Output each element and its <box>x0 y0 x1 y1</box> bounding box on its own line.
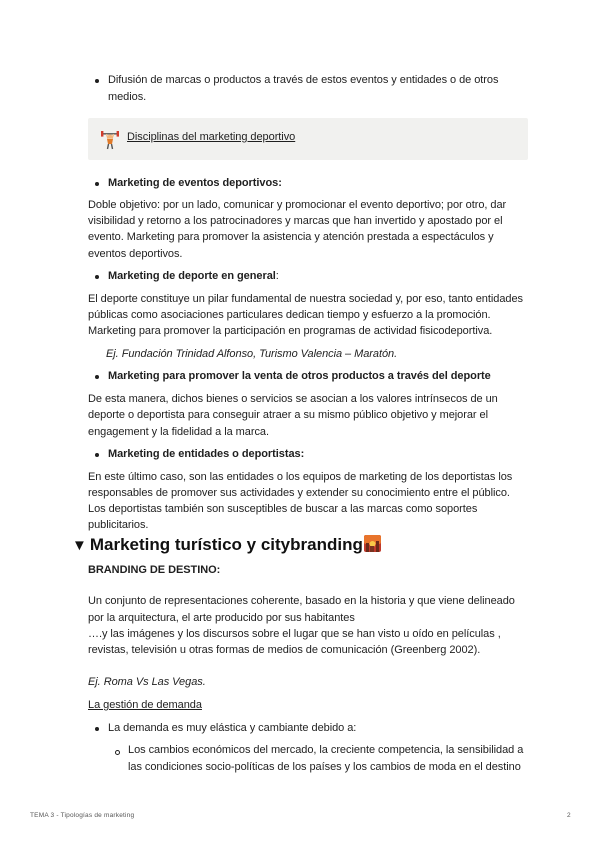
toggle-arrow-icon[interactable]: ▼ <box>72 537 87 554</box>
sunset-city-icon <box>364 535 381 552</box>
intro-bullet-line1: Difusión de marcas o productos a través de estos eventos y entidades o de otros <box>108 74 499 86</box>
branding-subheading <box>88 562 220 578</box>
toggle-heading-title: Marketing turístico y citybranding <box>89 535 363 554</box>
page-number: 2 <box>567 812 571 819</box>
section2-example: Ej. Fundación Trinidad Alfonso, Turismo Valencia – Maratón. <box>106 348 398 360</box>
section4-heading-text: Marketing de entidades o deportistas: <box>108 448 305 460</box>
sub-bullet-circle <box>115 750 120 755</box>
sub-bullet-line1: Los cambios económicos del mercado, la creciente competencia, la sensibilidad a <box>128 744 524 756</box>
section1-heading <box>108 175 282 191</box>
branding-subheading-text: BRANDING DE DESTINO: <box>88 564 221 576</box>
section1-line: eventos deportivos. <box>88 248 183 260</box>
branding-example: Ej. Roma Vs Las Vegas. <box>88 676 206 688</box>
footer-left: TEMA 3 - Tipologías de marketing <box>30 812 135 819</box>
branding-line: ….y las imágenes y los discursos sobre el lugar que se han visto u oído en películas , <box>88 628 501 640</box>
section4-heading <box>108 446 304 462</box>
section4-line: publicitarios. <box>88 519 149 531</box>
bullet-dot <box>95 79 99 83</box>
section3-heading <box>108 368 491 384</box>
bullet-dot <box>95 375 99 379</box>
weightlifter-icon <box>101 130 119 150</box>
section1-line: evento. Marketing para promover la asistencia y atención prestada a espectáculos y <box>88 231 494 243</box>
sub-bullet-line2: las condiciones socio-políticas de los países y los cambios de moda en el destino <box>128 761 521 773</box>
branding-line: por la arquitectura, el arte producido por sus habitantes <box>88 612 355 624</box>
section1-heading-text: Marketing de eventos deportivos: <box>108 177 282 189</box>
bullet-dot <box>95 275 99 279</box>
section2-heading-colon: : <box>275 270 279 282</box>
section2-heading <box>108 268 279 284</box>
bullet-dot <box>95 453 99 457</box>
bullet-dot <box>95 727 99 731</box>
section3-line: deporte o deportista para conseguir atraer a su mismo público objetivo y mejorar el <box>88 409 489 421</box>
callout-box[interactable] <box>88 118 528 160</box>
bullet-dot <box>95 182 99 186</box>
callout-link[interactable]: Disciplinas del marketing deportivo <box>127 131 296 143</box>
demand-title: La gestión de demanda <box>88 699 202 711</box>
section1-line: Doble objetivo: por un lado, comunicar y promocionar el evento deportivo; por otro, dar <box>88 199 507 211</box>
section1-line: visibilidad y retorno a los patrocinadores y marcas que han invertido y apostado por el <box>88 215 503 227</box>
demand-bullet: La demanda es muy elástica y cambiante debido a: <box>108 722 357 734</box>
branding-line: revistas, televisión u otras formas de medios de comunicación (Greenberg 2002). <box>88 644 481 656</box>
section4-line: Los deportistas también son susceptibles de buscar a las marcas como soportes <box>88 503 478 515</box>
intro-bullet-line2: medios. <box>108 91 147 103</box>
section2-heading-text: Marketing de deporte en general <box>108 270 276 282</box>
section2-line: El deporte constituye un pilar fundamental de nuestra sociedad y, por eso, tanto entidades <box>88 293 523 305</box>
section3-heading-text: Marketing para promover la venta de otros productos a través del deporte <box>108 370 491 382</box>
section2-line: públicas como asociaciones particulares dedican tiempo y esfuerzo a la promoción. <box>88 309 491 321</box>
toggle-heading[interactable] <box>72 534 381 557</box>
section3-line: engagement y la fidelidad a la marca. <box>88 426 269 438</box>
section4-line: En este último caso, son las entidades o los equipos de marketing de los deportistas los <box>88 471 513 483</box>
section2-line: Marketing para promover la participación en programas de actividad fisicodeportiva. <box>88 325 493 337</box>
section4-line: responsables de promover sus actividades y extender su conocimiento entre el público. <box>88 487 510 499</box>
section3-line: De esta manera, dichos bienes o servicios se asocian a los valores intrínsecos de un <box>88 393 498 405</box>
branding-line: Un conjunto de representaciones coherente, basado en la historia y que viene delineado <box>88 595 515 607</box>
